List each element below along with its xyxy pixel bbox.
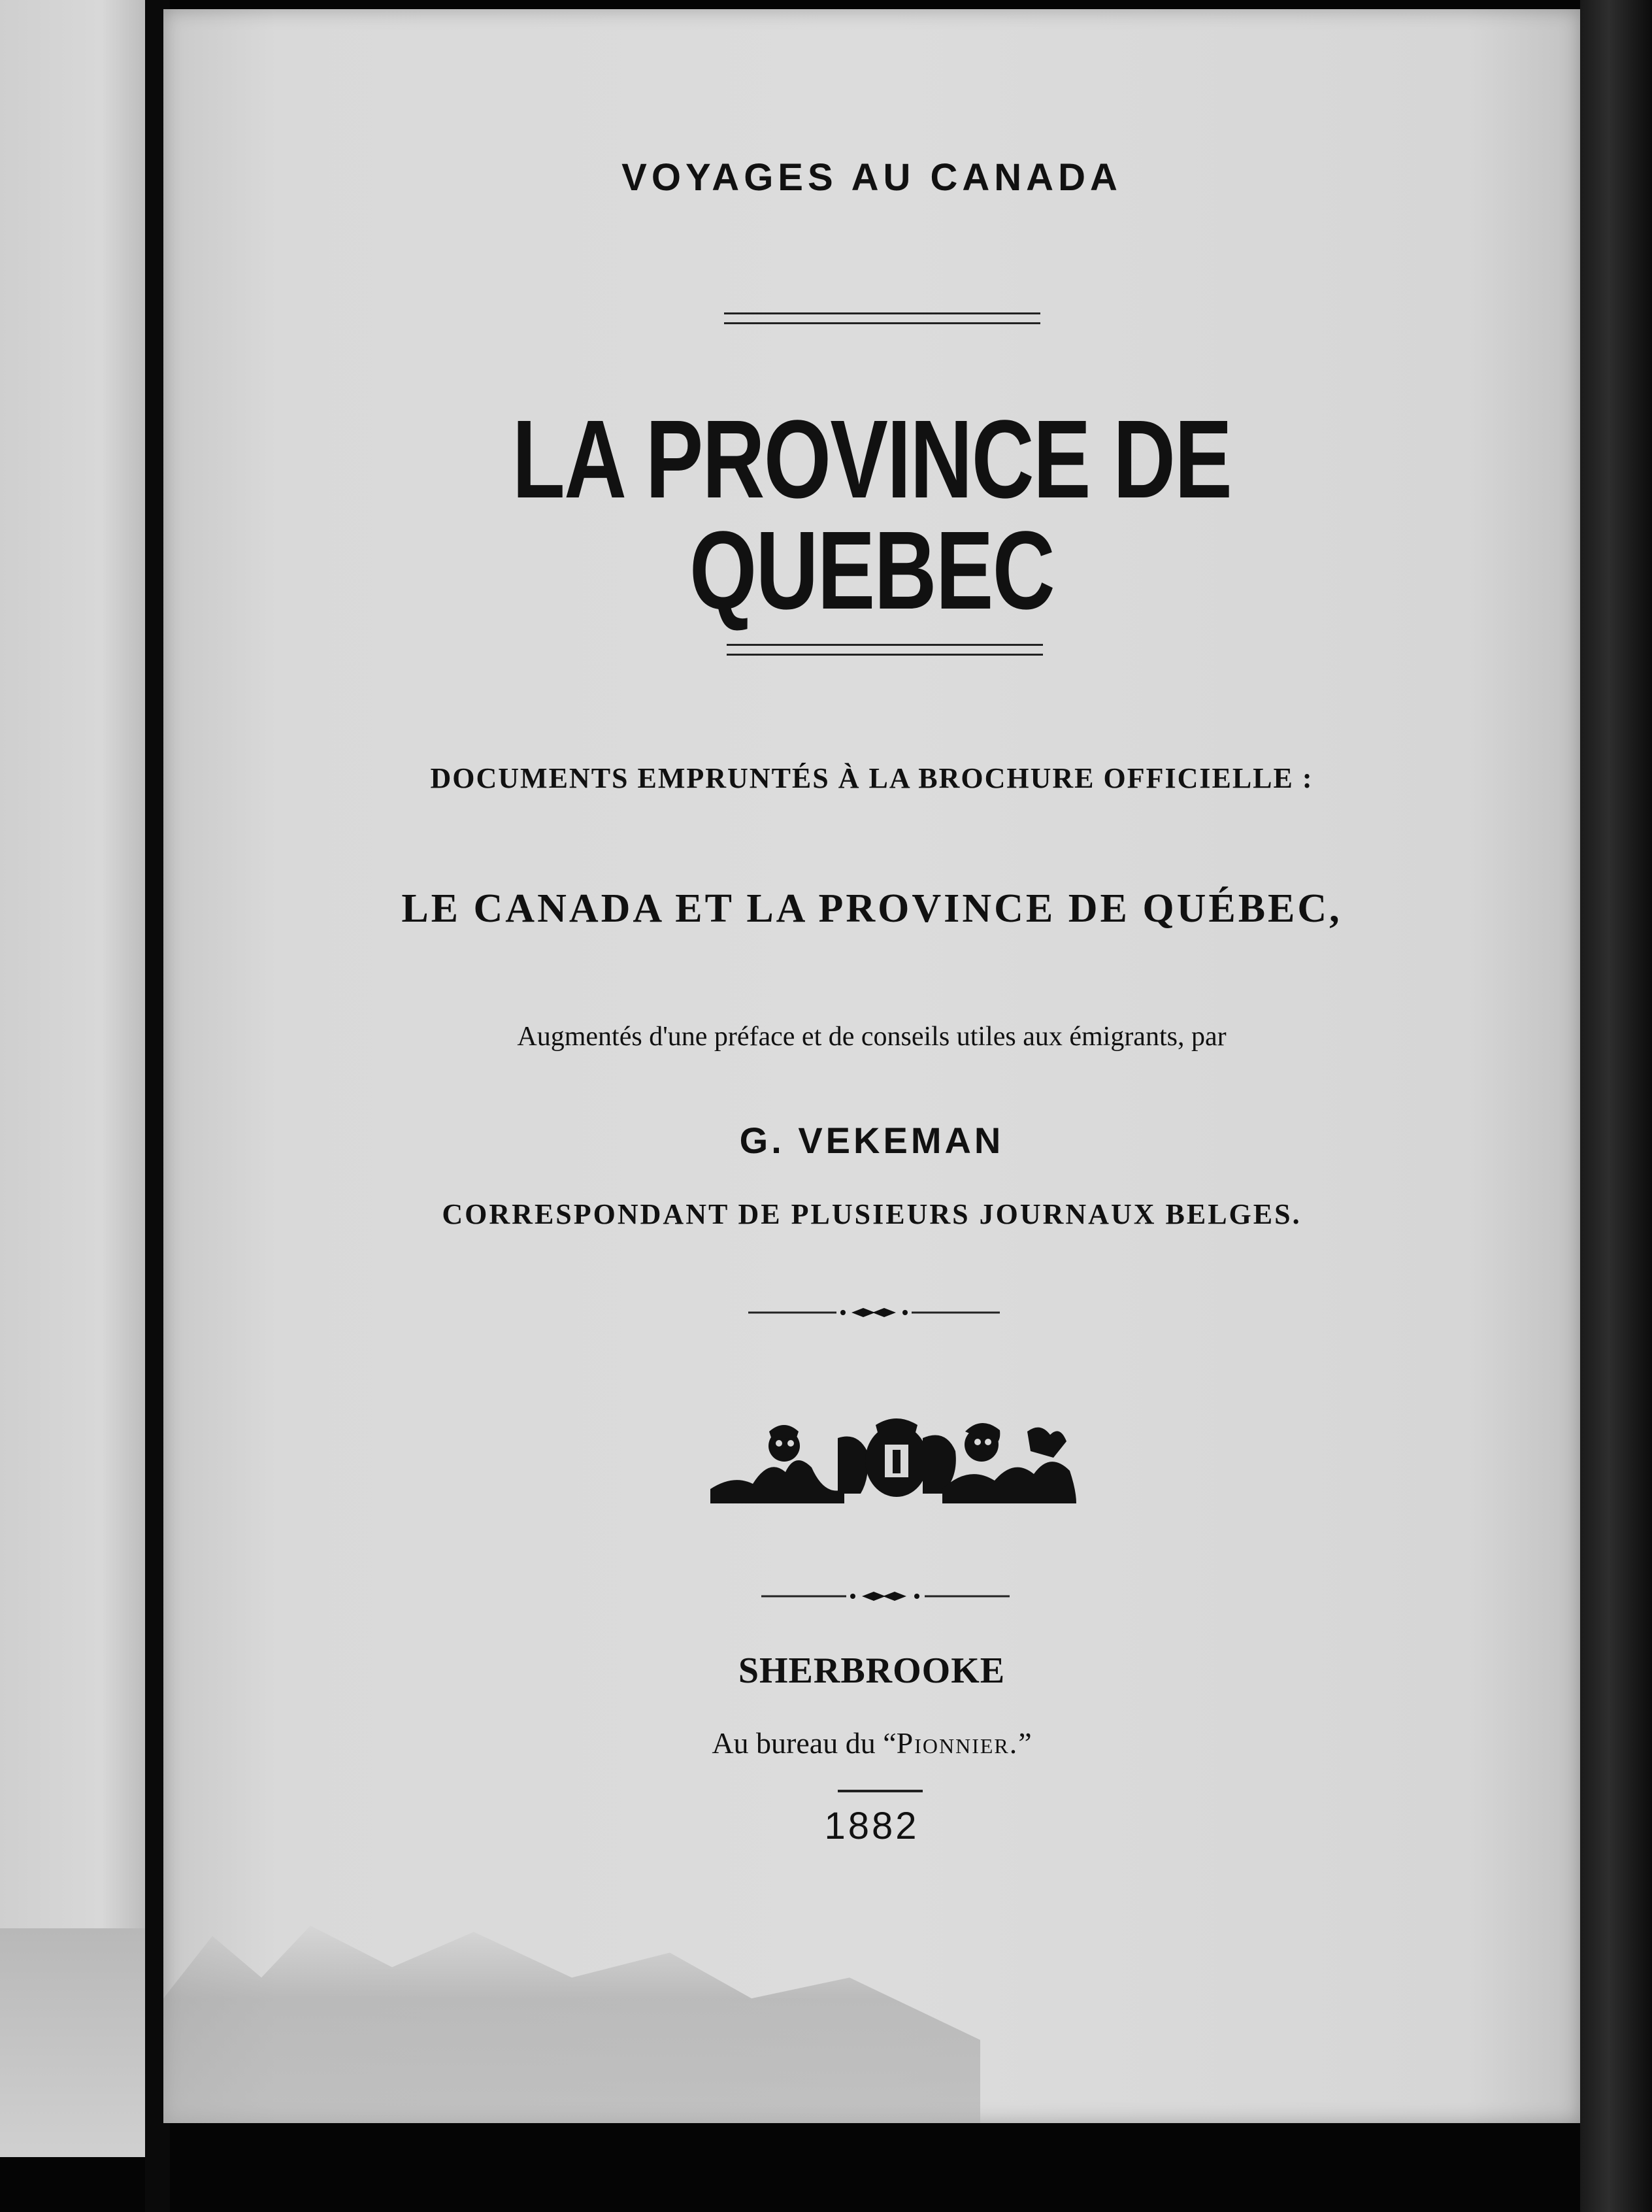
documents-line: DOCUMENTS EMPRUNTÉS À LA BROCHURE OFFICIELLE : (430, 762, 1313, 794)
author-role: CORRESPONDANT DE PLUSIEURS JOURNAUX BELGES. (442, 1198, 1302, 1230)
book-title: LA PROVINCE DE QUEBEC (512, 397, 1232, 633)
year-rule (838, 1790, 923, 1792)
publication-year: 1882 (824, 1805, 919, 1847)
publisher-prefix: Au bureau du “ (712, 1726, 897, 1760)
book-right-edge (1580, 0, 1652, 2212)
facing-page-stain (0, 1928, 145, 2157)
publication-city: SHERBROOKE (738, 1651, 1006, 1691)
diamond-dot-ornament-icon (761, 1588, 1010, 1604)
double-rule-top (724, 312, 1040, 324)
diamond-dot-ornament-icon (748, 1305, 1000, 1320)
double-rule-middle (727, 644, 1043, 656)
series-title: VOYAGES AU CANADA (621, 156, 1122, 199)
publisher-line (163, 1726, 1580, 1760)
publisher-suffix: ” (1018, 1726, 1032, 1760)
facing-page-edge (0, 0, 145, 2157)
coat-of-arms-icon (707, 1412, 1080, 1510)
author-name: G. VEKEMAN (739, 1120, 1004, 1161)
publisher-name: Pionnier. (896, 1726, 1019, 1760)
source-work-title: LE CANADA ET LA PROVINCE DE QUÉBEC, (401, 886, 1342, 931)
augmented-line: Augmentés d'une préface et de conseils utiles aux émigrants, par (517, 1022, 1227, 1052)
